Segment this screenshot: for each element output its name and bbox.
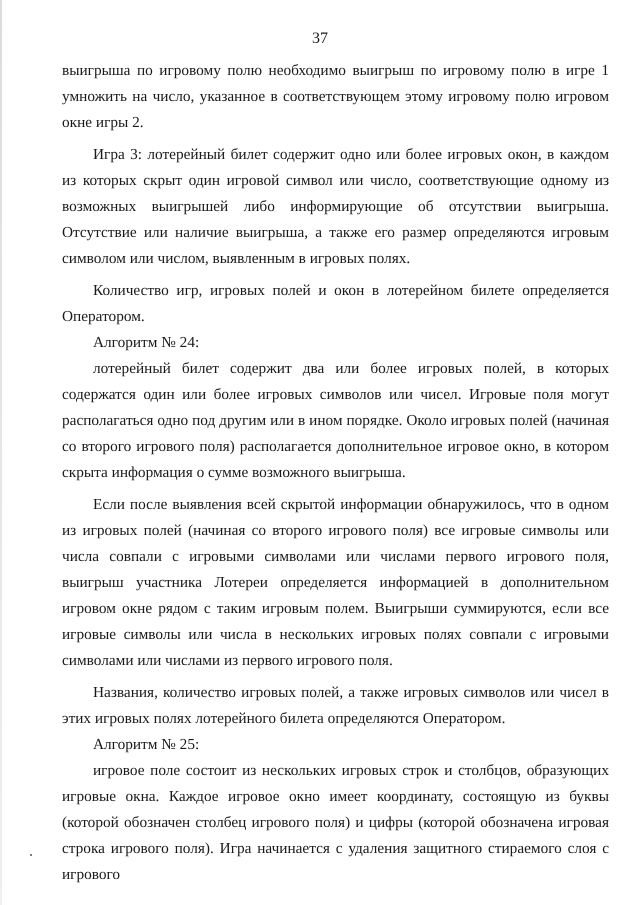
paragraph-operator-count: Количество игр, игровых полей и окон в лотерейном билете определяется Оператором. xyxy=(62,282,609,325)
scan-speck xyxy=(30,854,32,856)
paragraph-algorithm-25-description: игровое поле состоит из нескольких игровых строк и столбцов, образующих игровые окна. Каждое игровое окно имеет координату, состоящую из буквы (которой обозначен столбец игрового поля) и цифры (которой обозначена игровая строка игрового поля). Игра начинается с удаления защитного стираемого слоя с игрового xyxy=(62,762,609,883)
paragraph-algorithm-24-win: Если после выявления всей скрытой информации обнаружилось, что в одном из игровых полей (начиная со второго игрового поля) все игровые символы или числа совпали с игровыми символами или числами первого игрового поля, выигрыш участника Лотереи определяется информацией в дополнительном игровом окне рядом с таким игровым полем. Выигрыши суммируются, если все игровые символы или числа в нескольких игровых полях совпали с игровыми символами или числами из первого игрового поля. xyxy=(62,496,609,669)
paragraph-continuation: выигрыша по игровому полю необходимо выигрыш по игровому полю в игре 1 умножить на число, указанное в соответствующем этому игровому полю игровом окне игры 2. xyxy=(62,62,609,131)
paragraph-names-operator: Названия, количество игровых полей, а также игровых символов или чисел в этих игровых полях лотерейного билета определяются Оператором. xyxy=(62,684,609,727)
scan-edge xyxy=(0,0,2,905)
paragraph-algorithm-24-description: лотерейный билет содержит два или более игровых полей, в которых содержатся один или более игровых символов или чисел. Игровые поля могут располагаться одно под другим или в ином порядке. Около игровых полей (начиная со второго игрового поля) располагается дополнительное игровое окно, в котором скрыта информация о сумме возможного выигрыша. xyxy=(62,360,609,481)
heading-algorithm-25: Алгоритм № 25: xyxy=(93,736,200,753)
body-text xyxy=(62,58,609,888)
page-number: 37 xyxy=(312,30,328,47)
heading-algorithm-24: Алгоритм № 24: xyxy=(93,334,200,351)
paragraph-game-3: Игра 3: лотерейный билет содержит одно или более игровых окон, в каждом из которых скрыт один игровой символ или число, соответствующие одному из возможных выигрышей либо информирующие об отсутствии выигрыша. Отсутствие или наличие выигрыша, а также его размер определяются игровым символом или числом, выявленным в игровых полях. xyxy=(62,146,609,267)
